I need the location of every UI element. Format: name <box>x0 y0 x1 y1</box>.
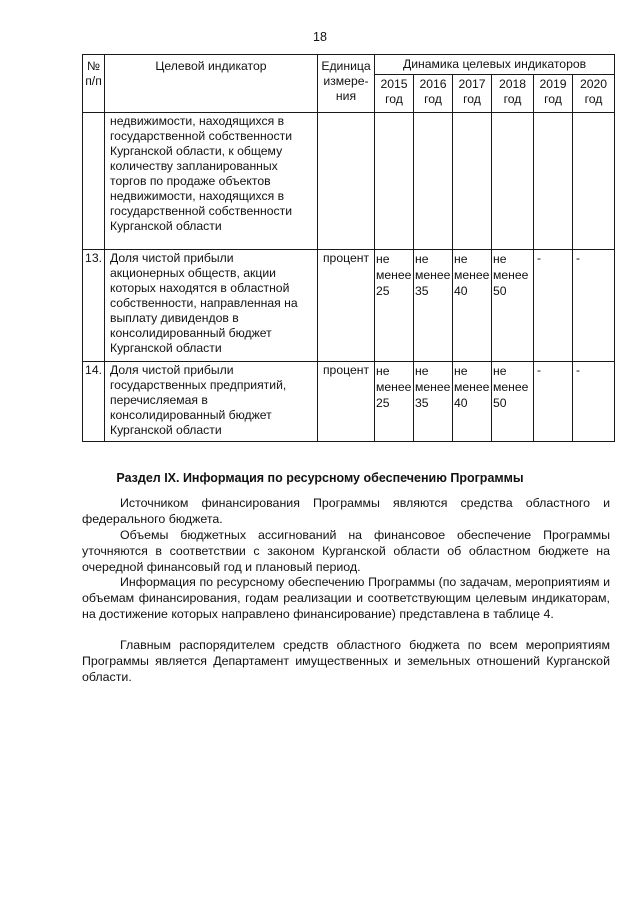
table-row <box>83 362 615 442</box>
paragraph-resource-info: Информация по ресурсному обеспечению Программы (по задачам, мероприятиям и объемам финансирования, годам реализации и соответствующим целевым индикаторам, на достижение которых направлено финансирование) представлена в таблице 4. <box>82 575 610 621</box>
year-suffix: год <box>503 92 522 106</box>
paragraph-budget-volumes: Объемы бюджетных ассигнований на финансовое обеспечение Программы уточняются в соответствии с законом Курганской области об областном бюджете на очередной финансовый год и плановый период. <box>82 528 610 574</box>
year-suffix: год <box>463 92 481 106</box>
row-indicator <box>105 362 318 442</box>
header-year-2018 <box>492 75 534 113</box>
indicator-line: Курганской области <box>110 219 222 233</box>
indicator-line: государственных предприятий, <box>110 378 287 392</box>
row-value-2019: - <box>534 250 573 362</box>
row-value-2017 <box>453 250 492 362</box>
header-unit <box>318 55 375 113</box>
row-value-2017 <box>453 362 492 442</box>
value-line: менее <box>415 380 451 394</box>
row-number: 13. <box>83 250 105 362</box>
indicator-line: которых находятся в областной <box>110 281 290 295</box>
indicator-line: консолидированный бюджет <box>110 408 272 422</box>
year-suffix: год <box>424 92 442 106</box>
value-line: 40 <box>454 284 468 298</box>
value-line: менее <box>493 380 529 394</box>
value-line: менее <box>415 268 451 282</box>
target-indicators-table <box>82 54 615 442</box>
value-line: 25 <box>376 284 390 298</box>
row-indicator <box>105 250 318 362</box>
header-year-2015 <box>375 75 414 113</box>
row-value-2018 <box>492 250 534 362</box>
row-value-2018 <box>492 113 534 250</box>
indicator-line: собственности, направленная на <box>110 296 298 310</box>
header-unit-line3: ния <box>335 89 357 103</box>
header-number <box>83 55 105 113</box>
row-value-2016 <box>414 250 453 362</box>
header-year-2016 <box>414 75 453 113</box>
year-suffix: год <box>544 92 562 106</box>
header-indicator: Целевой индикатор <box>105 55 318 113</box>
row-unit: процент <box>318 250 375 362</box>
paragraph-main-manager: Главным распорядителем средств областного бюджета по всем мероприятиям Программы является Департамент имущественных и земельных отношений Курганской области. <box>82 638 610 684</box>
page-number: 18 <box>313 30 327 44</box>
header-unit-line1: Единица <box>321 59 371 73</box>
row-value-2016 <box>414 113 453 250</box>
table-row <box>83 113 615 250</box>
row-value-2015 <box>375 113 414 250</box>
value-line: 35 <box>415 284 429 298</box>
value-line: 50 <box>493 284 507 298</box>
row-value-2020: - <box>573 250 615 362</box>
value-line: не <box>376 252 390 266</box>
indicator-line: государственной собственности <box>110 129 292 143</box>
indicator-line: Курганской области, к общему <box>110 144 283 158</box>
year-value: 2019 <box>539 77 567 91</box>
indicator-line: недвижимости, находящихся в <box>110 189 285 203</box>
year-value: 2018 <box>498 77 527 91</box>
row-indicator <box>105 113 318 250</box>
header-year-2020 <box>573 75 615 113</box>
row-value-2015 <box>375 250 414 362</box>
value-line: менее <box>376 268 412 282</box>
value-line: не <box>493 364 507 378</box>
value-line: не <box>415 252 429 266</box>
table-header-row <box>83 55 615 75</box>
table-row <box>83 250 615 362</box>
indicator-line: государственной собственности <box>110 204 292 218</box>
row-unit <box>318 113 375 250</box>
header-unit-line2: измере- <box>323 74 369 88</box>
value-line: не <box>454 252 468 266</box>
header-number-line2: п/п <box>85 74 102 88</box>
indicator-line: недвижимости, находящихся в <box>110 114 285 128</box>
indicator-line: перечисляемая в <box>110 393 208 407</box>
section-title: Раздел IX. Информация по ресурсному обеспечению Программы <box>116 471 524 485</box>
value-line: 35 <box>415 396 429 410</box>
year-suffix: год <box>584 92 603 106</box>
header-number-line1: № <box>86 59 101 73</box>
indicator-line: торгов по продаже объектов <box>110 174 271 188</box>
paragraph-funding-source: Источником финансирования Программы являются средства областного и федерального бюджета. <box>82 496 610 526</box>
year-value: 2020 <box>579 77 608 91</box>
year-value: 2016 <box>419 77 447 91</box>
row-value-2020: - <box>573 362 615 442</box>
row-value-2015 <box>375 362 414 442</box>
value-line: не <box>415 364 429 378</box>
value-line: 25 <box>376 396 390 410</box>
year-value: 2015 <box>380 77 408 91</box>
row-number: 14. <box>83 362 105 442</box>
row-value-2019: - <box>534 362 573 442</box>
header-year-2019 <box>534 75 573 113</box>
row-number <box>83 113 105 250</box>
value-line: не <box>493 252 507 266</box>
value-line: 40 <box>454 396 468 410</box>
row-value-2018 <box>492 362 534 442</box>
year-value: 2017 <box>458 77 486 91</box>
indicator-line: Курганской области <box>110 341 222 355</box>
indicator-line: выплату дивидендов в <box>110 311 239 325</box>
header-dynamics: Динамика целевых индикаторов <box>375 55 615 75</box>
row-value-2017 <box>453 113 492 250</box>
value-line: не <box>454 364 468 378</box>
indicator-line: Доля чистой прибыли <box>110 251 234 265</box>
indicator-line: Доля чистой прибыли <box>110 363 234 377</box>
indicator-line: акционерных обществ, акции <box>110 266 276 280</box>
row-value-2019 <box>534 113 573 250</box>
value-line: менее <box>376 380 412 394</box>
value-line: 50 <box>493 396 507 410</box>
value-line: не <box>376 364 390 378</box>
value-line: менее <box>454 268 490 282</box>
value-line: менее <box>454 380 490 394</box>
row-unit: процент <box>318 362 375 442</box>
header-year-2017 <box>453 75 492 113</box>
value-line: менее <box>493 268 529 282</box>
row-value-2016 <box>414 362 453 442</box>
row-value-2020 <box>573 113 615 250</box>
indicator-line: Курганской области <box>110 423 222 437</box>
year-suffix: год <box>385 92 403 106</box>
indicator-line: консолидированный бюджет <box>110 326 272 340</box>
indicator-line: количеству запланированных <box>110 159 278 173</box>
